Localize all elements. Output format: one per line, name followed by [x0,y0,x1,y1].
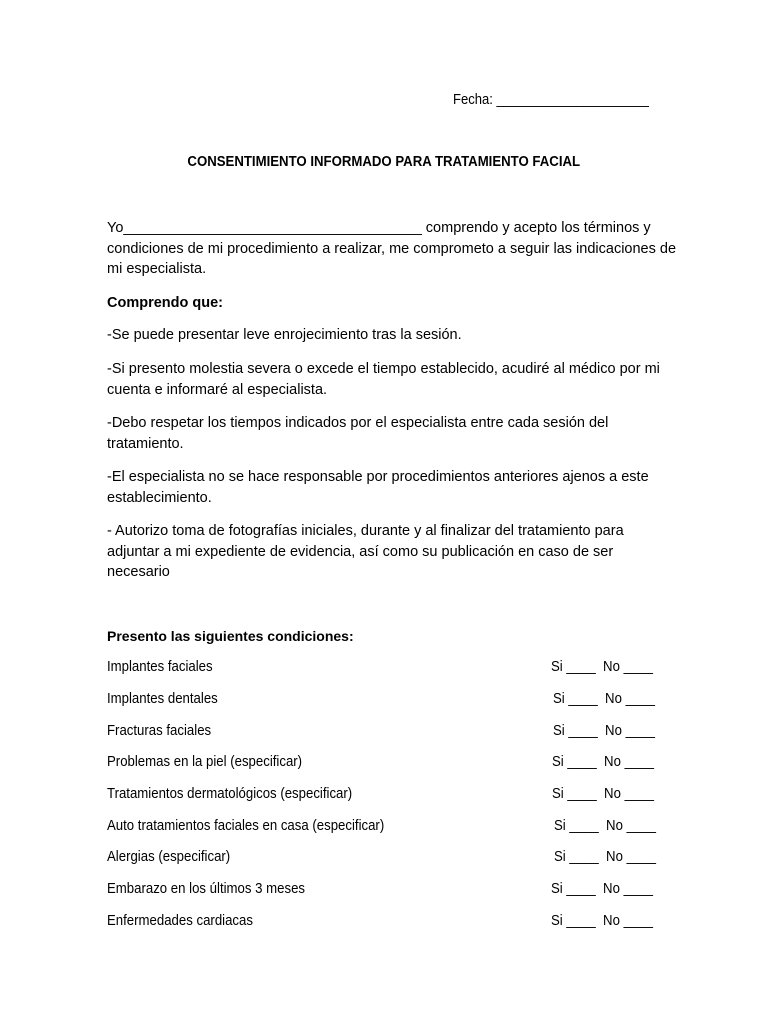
condition-label: Fracturas faciales [107,723,212,739]
no-option[interactable]: No ____ [603,881,653,897]
no-option[interactable]: No ____ [605,691,655,707]
no-option[interactable]: No ____ [605,723,655,739]
no-option[interactable]: No ____ [603,913,653,929]
si-option[interactable]: Si ____ [552,786,597,802]
condition-options [553,689,655,709]
no-option[interactable]: No ____ [606,849,656,865]
condition-row [107,752,667,772]
condition-label: Auto tratamientos faciales en casa (especificar) [107,818,385,834]
condition-row [107,784,667,804]
condition-options [554,847,656,867]
no-option[interactable]: No ____ [603,659,653,675]
document-title [0,152,768,172]
condition-row [107,689,667,709]
si-option[interactable]: Si ____ [552,754,597,770]
condition-label: Alergias (especificar) [107,849,231,865]
condition-options [554,816,656,836]
condition-options [553,721,655,741]
no-option[interactable]: No ____ [604,754,654,770]
condition-options [551,657,653,677]
intro-paragraph: Yo_____________________________________ comprendo y acepto los términos y condiciones de mi procedimiento a realizar, me comprometo a seguir las indicaciones de mi especialista. [107,220,677,277]
point-item: -Debo respetar los tiempos indicados por el especialista entre cada sesión del tratamiento. [107,415,609,452]
point-item: - Autorizo toma de fotografías iniciales, durante y al finalizar del tratamiento para adjuntar a mi expediente de evidencia, así como su publicación en caso de ser necesario [107,523,624,580]
condition-options [552,784,654,804]
si-option[interactable]: Si ____ [551,881,596,897]
no-option[interactable]: No ____ [604,786,654,802]
condition-row [107,911,667,931]
condition-label: Implantes faciales [107,659,213,675]
point-item: -Se puede presentar leve enrojecimiento tras la sesión. [107,327,462,343]
si-option[interactable]: Si ____ [551,913,596,929]
condition-row [107,721,667,741]
no-option[interactable]: No ____ [606,818,656,834]
condition-options [551,879,653,899]
point-item: -Si presento molestia severa o excede el tiempo establecido, acudiré al médico por mi cuenta e informaré al especialista. [107,361,660,398]
si-option[interactable]: Si ____ [554,849,599,865]
condition-label: Implantes dentales [107,691,218,707]
condition-row [107,657,667,677]
condition-row [107,847,667,867]
si-option[interactable]: Si ____ [551,659,596,675]
condition-label: Problemas en la piel (especificar) [107,754,303,770]
condition-row [107,816,667,836]
date-field: Fecha: _____________________ [453,92,649,108]
condition-options [551,911,653,931]
condition-label: Enfermedades cardiacas [107,913,253,929]
si-option[interactable]: Si ____ [553,723,598,739]
understand-heading: Comprendo que: [107,295,223,311]
conditions-heading: Presento las siguientes condiciones: [107,628,354,644]
si-option[interactable]: Si ____ [554,818,599,834]
document-title-text: CONSENTIMIENTO INFORMADO PARA TRATAMIENTO FACIAL [187,154,581,170]
condition-row [107,879,667,899]
point-item: -El especialista no se hace responsable por procedimientos anteriores ajenos a este establecimiento. [107,469,649,506]
si-option[interactable]: Si ____ [553,691,598,707]
condition-options [552,752,654,772]
condition-label: Tratamientos dermatológicos (especificar) [107,786,353,802]
condition-label: Embarazo en los últimos 3 meses [107,881,306,897]
